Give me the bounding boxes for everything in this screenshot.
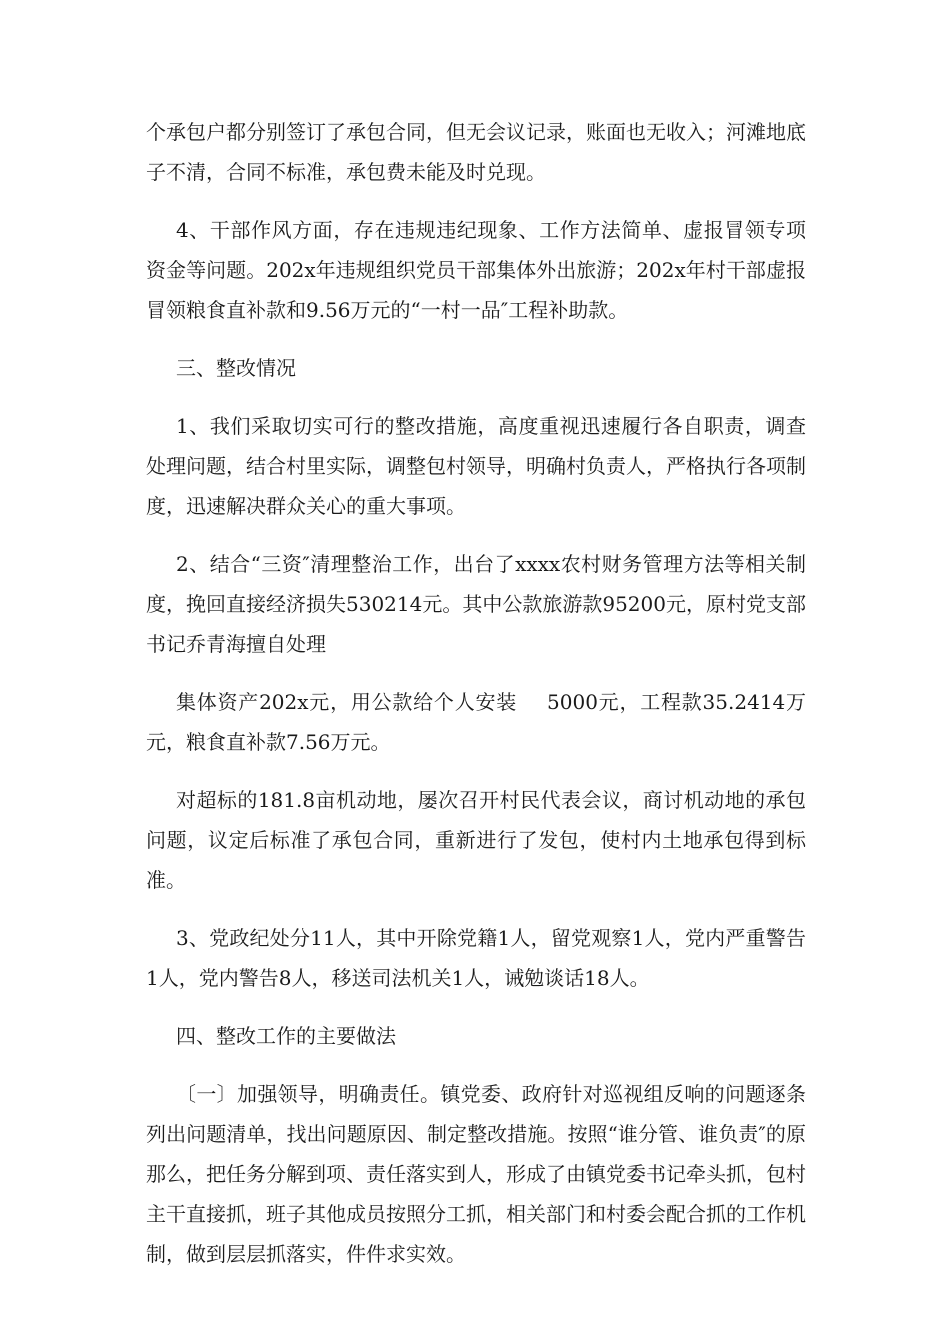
- collective-assets-text-a: 集体资产202x元，用公款给个人安装: [176, 690, 518, 714]
- paragraph-discipline: 3、党政纪处分11人，其中开除党籍1人，留党观察1人，党内严重警告1人，党内警告8人，移送司法机关1人，诫勉谈话18人。: [146, 926, 806, 990]
- paragraph-contract-continuation: 个承包户都分别签订了承包合同，但无会议记录，账面也无收入；河滩地底子不清，合同不标准，承包费未能及时兑现。: [146, 120, 806, 184]
- paragraph-collective-assets: [146, 682, 806, 762]
- collective-assets-text-b: 5000元，工程款35.2414万元，粮食直补款7.56万元。: [146, 690, 807, 754]
- paragraph-three-assets: 2、结合“三资″清理整治工作，出台了xxxx农村财务管理方法等相关制度，挽回直接经济损失530214元。其中公款旅游款95200元，原村党支部书记乔青海擅自处理: [146, 552, 806, 656]
- paragraph-cadre-style: 4、干部作风方面，存在违规违纪现象、工作方法简单、虚报冒领专项资金等问题。202x年违规组织党员干部集体外出旅游；202x年村干部虚报冒领粮食直补款和9.56万元的“一村一品″工程补助款。: [146, 218, 806, 322]
- document-body: [146, 112, 806, 1292]
- section-heading-rectification: 三、整改情况: [176, 356, 296, 380]
- paragraph-flexible-land: 对超标的181.8亩机动地，屡次召开村民代表会议，商讨机动地的承包问题，议定后标准了承包合同，重新进行了发包，使村内土地承包得到标准。: [146, 788, 806, 892]
- section-heading-main-methods: 四、整改工作的主要做法: [176, 1024, 396, 1048]
- paragraph-leadership: 〔一〕加强领导，明确责任。镇党委、政府针对巡视组反响的问题逐条列出问题清单，找出问题原因、制定整改措施。按照“谁分管、谁负责″的原那么，把任务分解到项、责任落实到人，形成了由镇党委书记牵头抓，包村主干直接抓，班子其他成员按照分工抓，相关部门和村委会配合抓的工作机制，做到层层抓落实，件件求实效。: [146, 1082, 806, 1266]
- paragraph-measures: 1、我们采取切实可行的整改措施，高度重视迅速履行各自职责，调查处理问题，结合村里实际，调整包村领导，明确村负责人，严格执行各项制度，迅速解决群众关心的重大事项。: [146, 414, 806, 518]
